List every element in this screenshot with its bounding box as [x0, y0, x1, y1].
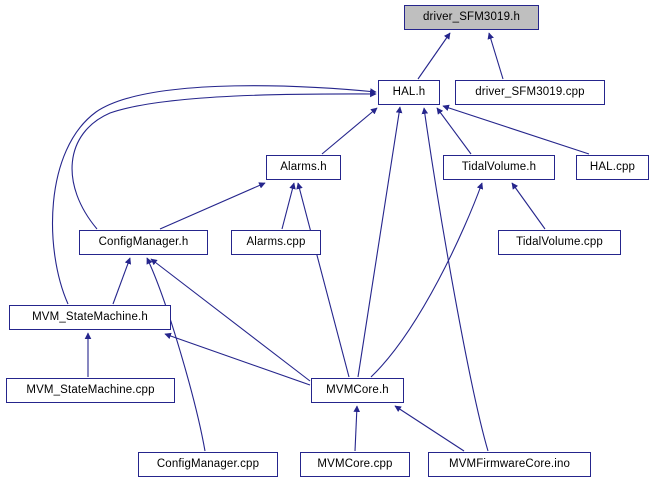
edge-mvmcore-h-to-hal-h [358, 107, 400, 377]
node-label: TidalVolume.h [461, 160, 537, 173]
edge-mvm-statemachine-h-to-hal-h [53, 86, 376, 304]
edge-alarms-cpp-to-alarms-h [282, 183, 294, 229]
node-label: MVM_StateMachine.h [32, 310, 148, 323]
node-alarms-cpp[interactable] [231, 230, 321, 255]
edge-tidalvolume-h-to-hal-h [437, 108, 471, 154]
node-tidalvolume-h[interactable] [443, 155, 555, 180]
node-label: HAL.h [392, 85, 426, 98]
edge-mvmcore-cpp-to-mvmcore-h [355, 406, 357, 451]
edge-tidalvolume-cpp-to-tidalvolume-h [512, 183, 545, 229]
node-label: MVMCore.h [326, 383, 389, 396]
node-label: MVMFirmwareCore.ino [448, 457, 571, 470]
edge-mvmcore-h-to-alarms-h [298, 183, 349, 377]
edge-mvmfirmwarecore-ino-to-mvmcore-h [395, 406, 464, 451]
node-label: MVM_StateMachine.cpp [26, 383, 155, 396]
node-mvmcore-cpp[interactable] [300, 452, 410, 477]
edge-mvmcore-h-to-tidalvolume-h [371, 183, 482, 377]
node-label: Alarms.cpp [246, 235, 306, 248]
node-hal-cpp[interactable] [576, 155, 649, 180]
node-driver-sfm3019-h[interactable] [404, 5, 539, 30]
node-hal-h[interactable] [378, 80, 440, 105]
node-mvmcore-h[interactable] [311, 378, 404, 403]
edge-driver-sfm3019-cpp-to-driver-sfm3019-h [489, 33, 503, 79]
edge-hal-h-to-driver-sfm3019-h [418, 33, 450, 79]
node-configmanager-cpp[interactable] [138, 452, 278, 477]
node-label: driver_SFM3019.cpp [475, 85, 585, 98]
node-tidalvolume-cpp[interactable] [498, 230, 621, 255]
edge-mvmcore-h-to-mvm-statemachine-h [165, 334, 310, 385]
node-label: ConfigManager.h [98, 235, 189, 248]
edge-configmanager-cpp-to-configmanager-h [147, 258, 205, 451]
node-label: driver_SFM3019.h [423, 10, 520, 23]
node-mvmfirmwarecore-ino[interactable] [428, 452, 591, 477]
node-label: TidalVolume.cpp [516, 235, 603, 248]
edge-mvm-statemachine-h-to-configmanager-h [113, 258, 130, 304]
edge-configmanager-h-to-alarms-h [160, 183, 265, 229]
node-label: ConfigManager.cpp [156, 457, 260, 470]
edge-alarms-h-to-hal-h [322, 108, 377, 154]
node-driver-sfm3019-cpp[interactable] [455, 80, 605, 105]
node-label: HAL.cpp [589, 160, 636, 173]
edge-mvmcore-h-to-configmanager-h [151, 259, 310, 381]
node-label: MVMCore.cpp [317, 457, 393, 470]
edge-hal-cpp-to-hal-h [443, 106, 589, 154]
node-configmanager-h[interactable] [79, 230, 208, 255]
node-label: Alarms.h [280, 160, 327, 173]
node-alarms-h[interactable] [266, 155, 341, 180]
node-mvm-statemachine-cpp[interactable] [6, 378, 175, 403]
node-mvm-statemachine-h[interactable] [9, 305, 171, 330]
